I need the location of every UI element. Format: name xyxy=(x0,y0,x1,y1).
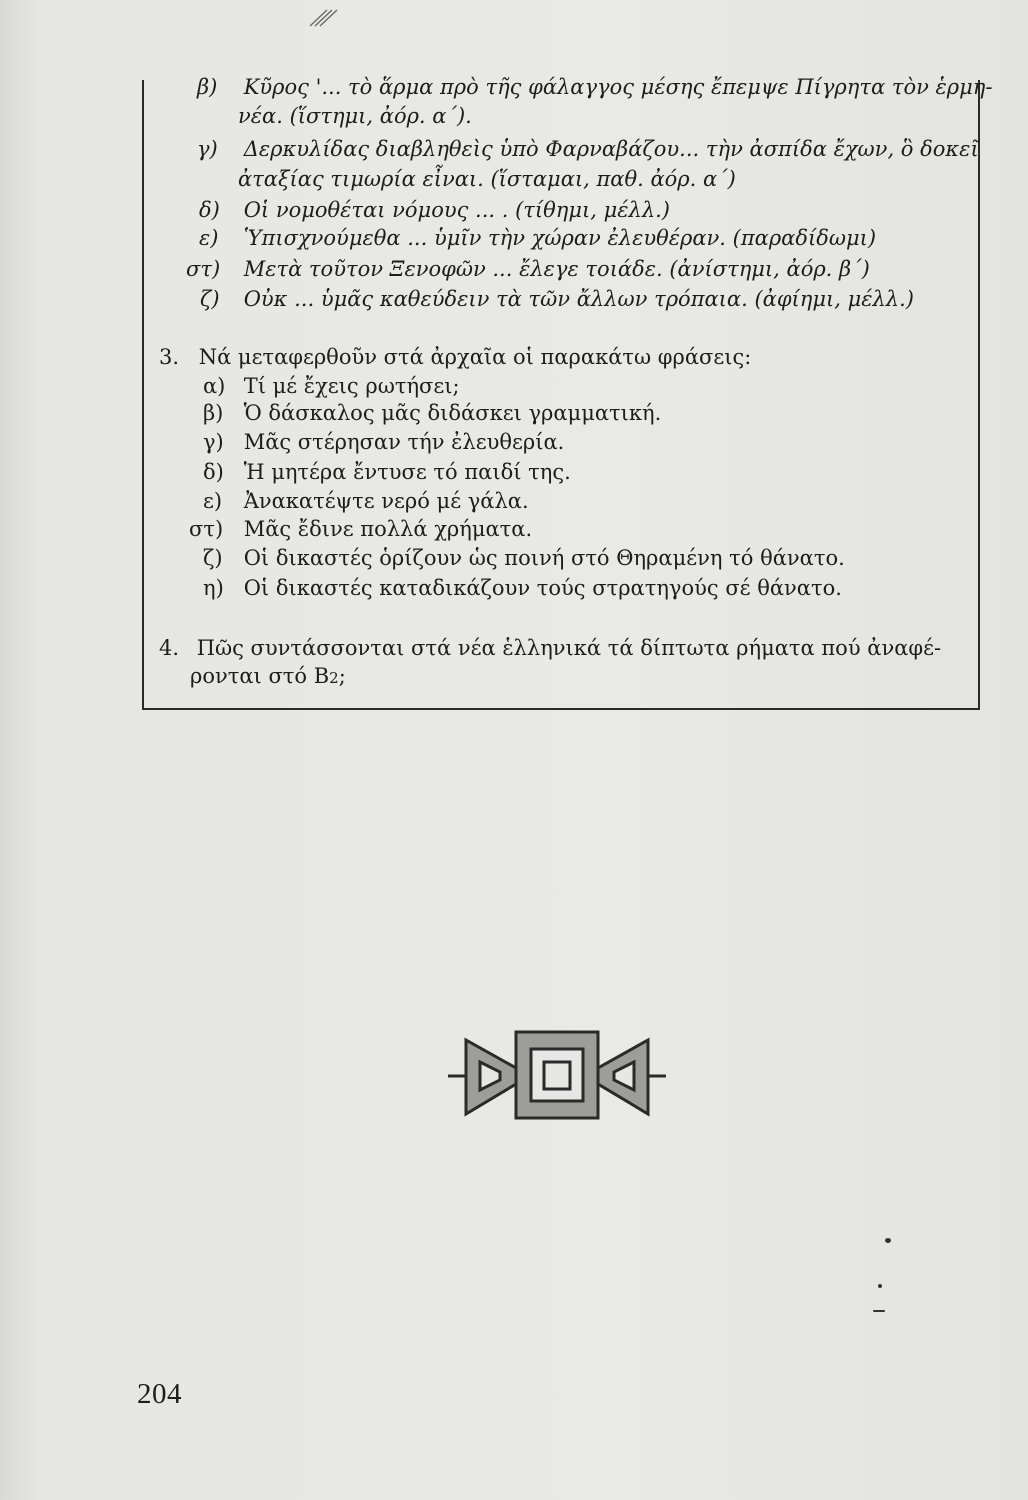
exercise-3-item-z: ζ) Οἱ δικαστές ὁρίζουν ὡς ποινή στό Θηραμένη τό θάνατο. xyxy=(203,546,845,570)
page-number: 204 xyxy=(137,1378,182,1410)
exercise-3-instruction: 3. Νά μεταφερθοῦν στά ἀρχαῖα οἱ παρακάτω φράσεις: xyxy=(159,345,752,369)
exercise-2-item-e: ε) Ὑπισχνούμεθα ... ὑμῖν τὴν χώραν ἐλευθέραν. (παραδίδωμι) xyxy=(199,226,877,250)
exercise-3-item-h: η) Οἱ δικαστές καταδικάζουν τούς στρατηγούς σέ θάνατο. xyxy=(203,576,842,600)
exercise-2-item-c: γ) Δερκυλίδας διαβληθεὶς ὑπὸ Φαρναβάζου... τὴν ἀσπίδα ἔχων, ὃ δοκεῖ xyxy=(197,137,979,161)
ink-speck xyxy=(873,1310,885,1312)
exercise-4-question: 4. Πῶς συντάσσονται στά νέα ἑλληνικά τά δίπτωτα ρήματα πού ἀναφέ- xyxy=(159,636,942,660)
ink-speck xyxy=(878,1284,882,1288)
exercise-2-item-b-cont: νέα. (ἵστημι, ἀόρ. α΄). xyxy=(238,104,472,128)
pen-scratch-mark xyxy=(305,8,365,28)
exercise-2-item-b: β) Κῦρος '... τὸ ἅρμα πρὸ τῆς φάλαγγος μέσης ἔπεμψε Πίγρητα τὸν ἑρμη- xyxy=(197,75,993,99)
exercise-4-question-cont: ρονται στό Β2; xyxy=(190,664,346,688)
exercise-2-item-c-cont: ἀταξίας τιμωρία εἶναι. (ἵσταμαι, παθ. ἀόρ. α΄) xyxy=(238,167,736,191)
exercise-3-item-b: β) Ὁ δάσκαλος μᾶς διδάσκει γραμματική. xyxy=(203,401,662,425)
exercise-2-item-st: στ) Μετὰ τοῦτον Ξενοφῶν ... ἔλεγε τοιάδε. (ἀνίστημι, ἀόρ. β΄) xyxy=(186,257,870,281)
decorative-ornament-icon xyxy=(446,1022,668,1126)
exercise-2-item-d: δ) Οἱ νομοθέται νόμους ... . (τίθημι, μέλλ.) xyxy=(199,198,670,222)
exercise-3-item-c: γ) Μᾶς στέρησαν τήν ἐλευθερία. xyxy=(203,430,565,454)
exercise-3-item-a: α) Τί μέ ἔχεις ρωτήσει; xyxy=(203,374,460,398)
exercise-2-item-z: ζ) Οὐκ ... ὑμᾶς καθεύδειν τὰ τῶν ἄλλων τρόπαια. (ἀφίημι, μέλλ.) xyxy=(200,287,914,311)
ink-speck xyxy=(885,1238,891,1243)
exercise-3-item-st: στ) Μᾶς ἔδινε πολλά χρήματα. xyxy=(189,517,533,541)
exercise-3-item-e: ε) Ἀνακατέψτε νερό μέ γάλα. xyxy=(203,489,529,513)
exercise-3-item-d: δ) Ἡ μητέρα ἔντυσε τό παιδί της. xyxy=(203,460,571,484)
